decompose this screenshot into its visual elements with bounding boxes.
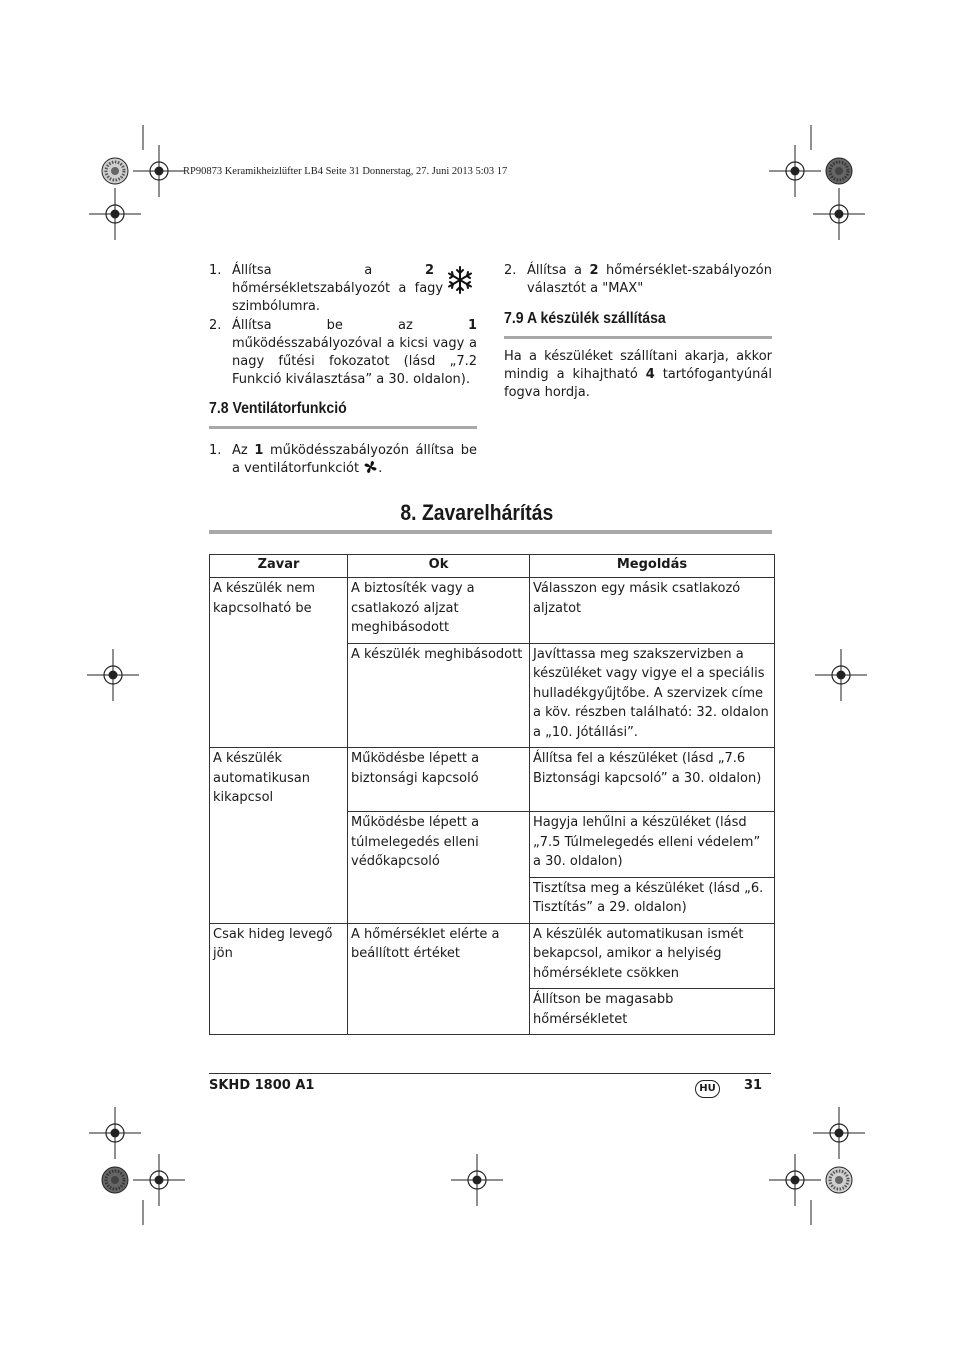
step-1-frost [209,262,477,316]
snowflake-icon [445,264,475,296]
step-number: 2. [504,263,517,278]
cell-megoldas: Hagyja lehűlni a készüléket (lásd „7.5 Túlmelegedés elleni védelem” a 30. oldalon) [530,812,775,878]
step-1-word-a: Állítsa [232,263,272,278]
left-column [209,262,477,389]
troubleshooting-table [209,554,775,1035]
fan-text-a: Az [232,443,255,458]
fan-text-b: működésszabályozón állítsa be a ventilátorfunkciót [232,443,477,476]
chapter-title [0,500,954,526]
transport-paragraph [504,348,772,402]
table-row [210,748,775,812]
max-text-b: hőmérséklet-szabályozón választót a "MAX" [527,263,773,296]
header-megoldas: Megoldás [530,555,775,578]
max-text-a: Állítsa a [527,263,590,278]
cell-megoldas: Javíttassa meg szakszervizben a készüléket vagy vigye el a speciális hulladékgyűjtőbe. A szervizek címe a köv. részben található: 32. oldalon a „10. Jótállási”. [530,643,775,748]
step-2-heat [209,317,477,389]
table-row [210,923,775,989]
step-1-line-2: hőmérsékletszabályozót a fagy [232,281,444,296]
transport-handle-number: 4 [645,367,655,382]
cell-megoldas: A készülék automatikusan ismét bekapcsol, amikor a helyiség hőmérséklete csökken [530,923,775,989]
footer-rule [209,1073,771,1074]
right-column [504,262,772,298]
table-row [210,578,775,644]
cell-ok: Működésbe lépett a túlmelegedés elleni védőkapcsoló [348,812,530,924]
cell-zavar: A készülék nem kapcsolható be [210,578,348,748]
step-fan [209,442,477,478]
fan-text-c: . [378,461,383,476]
step-2-text-a: Állítsa be az [232,318,468,333]
footer-model: SKHD 1800 A1 [209,1078,315,1093]
step-2-knob-number: 1 [467,318,477,333]
fan-icon [363,460,378,474]
cell-ok: A készülék meghibásodott [348,643,530,748]
step-1-line-3: szimbólumra. [232,299,321,314]
header-zavar: Zavar [210,555,348,578]
header-ok: Ok [348,555,530,578]
cell-megoldas: Válasszon egy másik csatlakozó aljzatot [530,578,775,644]
cell-zavar: Csak hideg levegő jön [210,923,348,1035]
section-78-title: 7.8 Ventilátorfunkció [209,400,347,417]
step-2-max [504,262,772,298]
cell-megoldas: Tisztítsa meg a készüléket (lásd „6. Tisztítás” a 29. oldalon) [530,877,775,923]
step-number: 1. [209,443,222,458]
step-1-knob-number: 2 [424,263,434,278]
transport-text-b: tartófogantyúnál fogva hordja. [504,367,772,400]
section-79-title: 7.9 A készülék szállítása [504,310,666,327]
transport-text-a: Ha a készüléket szállítani akarja, akkor mindig a kihajtható [504,349,772,382]
fan-knob-number: 1 [254,443,264,458]
step-2-text-b: működésszabályozóval a kicsi vagy a nagy fűtési fokozatot (lásd „7.2 Funkció kiválasztása” a 30. oldalon). [232,336,477,387]
step-number: 2. [209,318,222,333]
cell-zavar: A készülék automatikusan kikapcsol [210,748,348,924]
step-1-word-b: a [364,263,373,278]
cell-ok: Működésbe lépett a biztonsági kapcsoló [348,748,530,812]
page-number: 31 [744,1078,763,1093]
cell-megoldas: Állítson be magasabb hőmérsékletet [530,989,775,1035]
fan-step [209,442,477,478]
language-badge: HU [695,1080,720,1098]
section-79-rule [504,336,772,339]
max-knob-number: 2 [589,263,599,278]
step-number: 1. [209,263,222,278]
table-header-row [210,555,775,578]
section-78-rule [209,426,477,429]
chapter-title-text: 8. Zavarelhárítás [400,500,554,525]
print-info: RP90873 Keramikheizlüfter LB4 Seite 31 Donnerstag, 27. Juni 2013 5:03 17 [183,166,508,177]
cell-megoldas: Állítsa fel a készüléket (lásd „7.6 Biztonsági kapcsoló” a 30. oldalon) [530,748,775,812]
chapter-rule [209,530,772,534]
cell-ok: A biztosíték vagy a csatlakozó aljzat meghibásodott [348,578,530,644]
cell-ok: A hőmérséklet elérte a beállított értéket [348,923,530,1035]
